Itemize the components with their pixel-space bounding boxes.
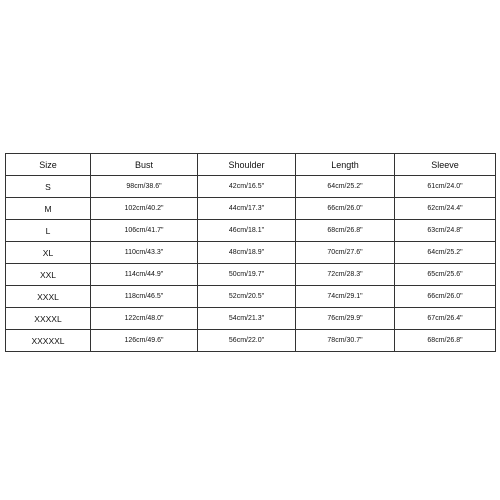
table-row — [6, 264, 496, 286]
header-size: Size — [6, 154, 91, 176]
table-row — [6, 220, 496, 242]
table-row — [6, 176, 496, 198]
shoulder-cell: 44cm/17.3" — [198, 198, 296, 220]
header-row — [6, 154, 496, 176]
length-cell: 76cm/29.9" — [296, 308, 395, 330]
size-cell: L — [6, 220, 91, 242]
length-cell: 68cm/26.8" — [296, 220, 395, 242]
header-bust: Bust — [91, 154, 198, 176]
sleeve-cell: 66cm/26.0" — [395, 286, 496, 308]
length-cell: 74cm/29.1" — [296, 286, 395, 308]
shoulder-cell: 50cm/19.7" — [198, 264, 296, 286]
table-row — [6, 308, 496, 330]
shoulder-cell: 42cm/16.5" — [198, 176, 296, 198]
size-cell: XXXL — [6, 286, 91, 308]
sleeve-cell: 62cm/24.4" — [395, 198, 496, 220]
length-cell: 64cm/25.2" — [296, 176, 395, 198]
size-chart-body — [6, 176, 496, 352]
table-row — [6, 286, 496, 308]
length-cell: 66cm/26.0" — [296, 198, 395, 220]
bust-cell: 106cm/41.7" — [91, 220, 198, 242]
shoulder-cell: 56cm/22.0" — [198, 330, 296, 352]
bust-cell: 110cm/43.3" — [91, 242, 198, 264]
sleeve-cell: 65cm/25.6" — [395, 264, 496, 286]
header-sleeve: Sleeve — [395, 154, 496, 176]
size-cell: XL — [6, 242, 91, 264]
sleeve-cell: 63cm/24.8" — [395, 220, 496, 242]
bust-cell: 122cm/48.0" — [91, 308, 198, 330]
table-row — [6, 242, 496, 264]
length-cell: 70cm/27.6" — [296, 242, 395, 264]
size-cell: XXXXL — [6, 308, 91, 330]
sleeve-cell: 64cm/25.2" — [395, 242, 496, 264]
length-cell: 78cm/30.7" — [296, 330, 395, 352]
size-cell: S — [6, 176, 91, 198]
length-cell: 72cm/28.3" — [296, 264, 395, 286]
size-cell: XXL — [6, 264, 91, 286]
shoulder-cell: 48cm/18.9" — [198, 242, 296, 264]
bust-cell: 102cm/40.2" — [91, 198, 198, 220]
header-length: Length — [296, 154, 395, 176]
shoulder-cell: 52cm/20.5" — [198, 286, 296, 308]
header-shoulder: Shoulder — [198, 154, 296, 176]
bust-cell: 118cm/46.5" — [91, 286, 198, 308]
shoulder-cell: 46cm/18.1" — [198, 220, 296, 242]
table-row — [6, 330, 496, 352]
size-cell: XXXXXL — [6, 330, 91, 352]
bust-cell: 126cm/49.6" — [91, 330, 198, 352]
sleeve-cell: 67cm/26.4" — [395, 308, 496, 330]
size-chart-table — [5, 153, 496, 352]
shoulder-cell: 54cm/21.3" — [198, 308, 296, 330]
sleeve-cell: 68cm/26.8" — [395, 330, 496, 352]
bust-cell: 114cm/44.9" — [91, 264, 198, 286]
size-cell: M — [6, 198, 91, 220]
table-row — [6, 198, 496, 220]
bust-cell: 98cm/38.6" — [91, 176, 198, 198]
sleeve-cell: 61cm/24.0" — [395, 176, 496, 198]
